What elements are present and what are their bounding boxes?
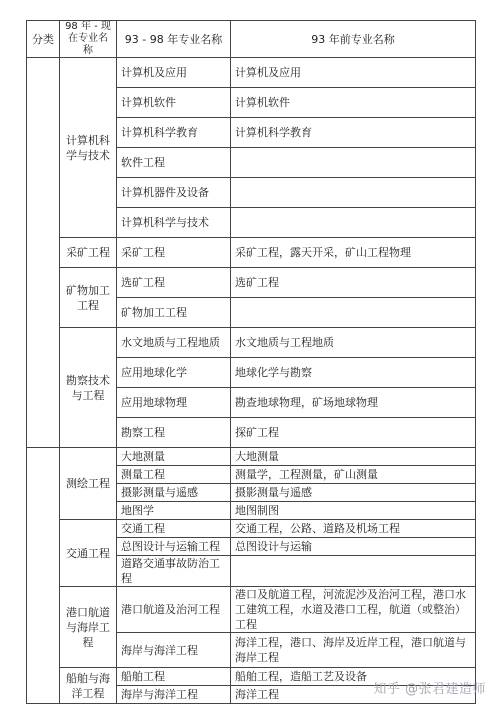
table-row	[27, 238, 476, 268]
major-cell: 船舶与海洋工程	[60, 668, 117, 704]
major-table-wrapper	[26, 20, 476, 704]
watermark-text: 知乎 @张君建造师	[373, 682, 486, 697]
header-current-name: 98 年 - 现在专业名称	[60, 21, 117, 58]
name-pre-93-cell	[231, 178, 476, 208]
name-93-98-cell: 港口航道及治河工程	[117, 587, 231, 633]
name-pre-93-cell: 大地测量	[231, 448, 476, 466]
table-row	[27, 328, 476, 358]
name-93-98-cell: 勘察工程	[117, 418, 231, 448]
major-name-table	[26, 20, 476, 704]
name-93-98-cell: 矿物加工工程	[117, 298, 231, 328]
name-pre-93-cell: 地图制图	[231, 502, 476, 520]
name-93-98-cell: 大地测量	[117, 448, 231, 466]
name-93-98-cell: 总图设计与运输工程	[117, 538, 231, 556]
name-pre-93-cell: 计算机及应用	[231, 58, 476, 88]
name-93-98-cell: 道路交通事故防治工程	[117, 556, 231, 587]
name-pre-93-cell: 摄影测量与遥感	[231, 484, 476, 502]
name-93-98-cell: 船舶工程	[117, 668, 231, 686]
header-category: 分类	[27, 21, 60, 58]
table-row	[27, 448, 476, 466]
name-93-98-cell: 交通工程	[117, 520, 231, 538]
name-93-98-cell: 测量工程	[117, 466, 231, 484]
major-cell: 矿物加工工程	[60, 268, 117, 328]
name-pre-93-cell: 水文地质与工程地质	[231, 328, 476, 358]
name-93-98-cell: 软件工程	[117, 148, 231, 178]
table-row	[27, 268, 476, 298]
name-pre-93-cell: 计算机科学教育	[231, 118, 476, 148]
name-pre-93-cell	[231, 556, 476, 587]
name-pre-93-cell: 海洋工程	[231, 686, 476, 704]
header-93-98-name: 93 - 98 年专业名称	[117, 21, 231, 58]
major-cell: 勘察技术与工程	[60, 328, 117, 448]
major-cell: 港口航道与海岸工程	[60, 587, 117, 668]
name-93-98-cell: 地图学	[117, 502, 231, 520]
major-cell: 计算机科学与技术	[60, 58, 117, 238]
name-93-98-cell: 摄影测量与遥感	[117, 484, 231, 502]
name-pre-93-cell: 总图设计与运输	[231, 538, 476, 556]
name-93-98-cell: 应用地球化学	[117, 358, 231, 388]
name-pre-93-cell: 海洋工程，港口、海岸及近岸工程，港口航道与海岸工程	[231, 633, 476, 668]
name-93-98-cell: 应用地球物理	[117, 388, 231, 418]
name-93-98-cell: 计算机软件	[117, 88, 231, 118]
name-pre-93-cell: 采矿工程，露天开采，矿山工程物理	[231, 238, 476, 268]
major-cell: 测绘工程	[60, 448, 117, 520]
name-93-98-cell: 计算机及应用	[117, 58, 231, 88]
name-93-98-cell: 计算机科学教育	[117, 118, 231, 148]
category-cell	[27, 58, 60, 448]
name-pre-93-cell: 交通工程，公路、道路及机场工程	[231, 520, 476, 538]
table-row	[27, 587, 476, 633]
name-pre-93-cell: 计算机软件	[231, 88, 476, 118]
name-93-98-cell: 海岸与海洋工程	[117, 686, 231, 704]
name-pre-93-cell: 探矿工程	[231, 418, 476, 448]
name-93-98-cell: 计算机器件及设备	[117, 178, 231, 208]
name-pre-93-cell	[231, 208, 476, 238]
name-pre-93-cell: 港口及航道工程，河流泥沙及治河工程，港口水工建筑工程，水道及港口工程，航道（或整治）工程	[231, 587, 476, 633]
name-pre-93-cell	[231, 148, 476, 178]
header-pre-93-name: 93 年前专业名称	[231, 21, 476, 58]
name-pre-93-cell	[231, 298, 476, 328]
major-cell: 交通工程	[60, 520, 117, 587]
table-row	[27, 58, 476, 88]
table-header-row	[27, 21, 476, 58]
name-93-98-cell: 海岸与海洋工程	[117, 633, 231, 668]
category-cell	[27, 448, 60, 704]
name-93-98-cell: 计算机科学与技术	[117, 208, 231, 238]
name-pre-93-cell: 勘查地球物理，矿场地球物理	[231, 388, 476, 418]
major-cell: 采矿工程	[60, 238, 117, 268]
table-row	[27, 520, 476, 538]
name-pre-93-cell: 选矿工程	[231, 268, 476, 298]
name-pre-93-cell: 船舶工程，造船工艺及设备	[231, 668, 476, 686]
name-93-98-cell: 选矿工程	[117, 268, 231, 298]
name-pre-93-cell: 测量学，工程测量，矿山测量	[231, 466, 476, 484]
name-pre-93-cell: 地球化学与勘察	[231, 358, 476, 388]
name-93-98-cell: 采矿工程	[117, 238, 231, 268]
name-93-98-cell: 水文地质与工程地质	[117, 328, 231, 358]
